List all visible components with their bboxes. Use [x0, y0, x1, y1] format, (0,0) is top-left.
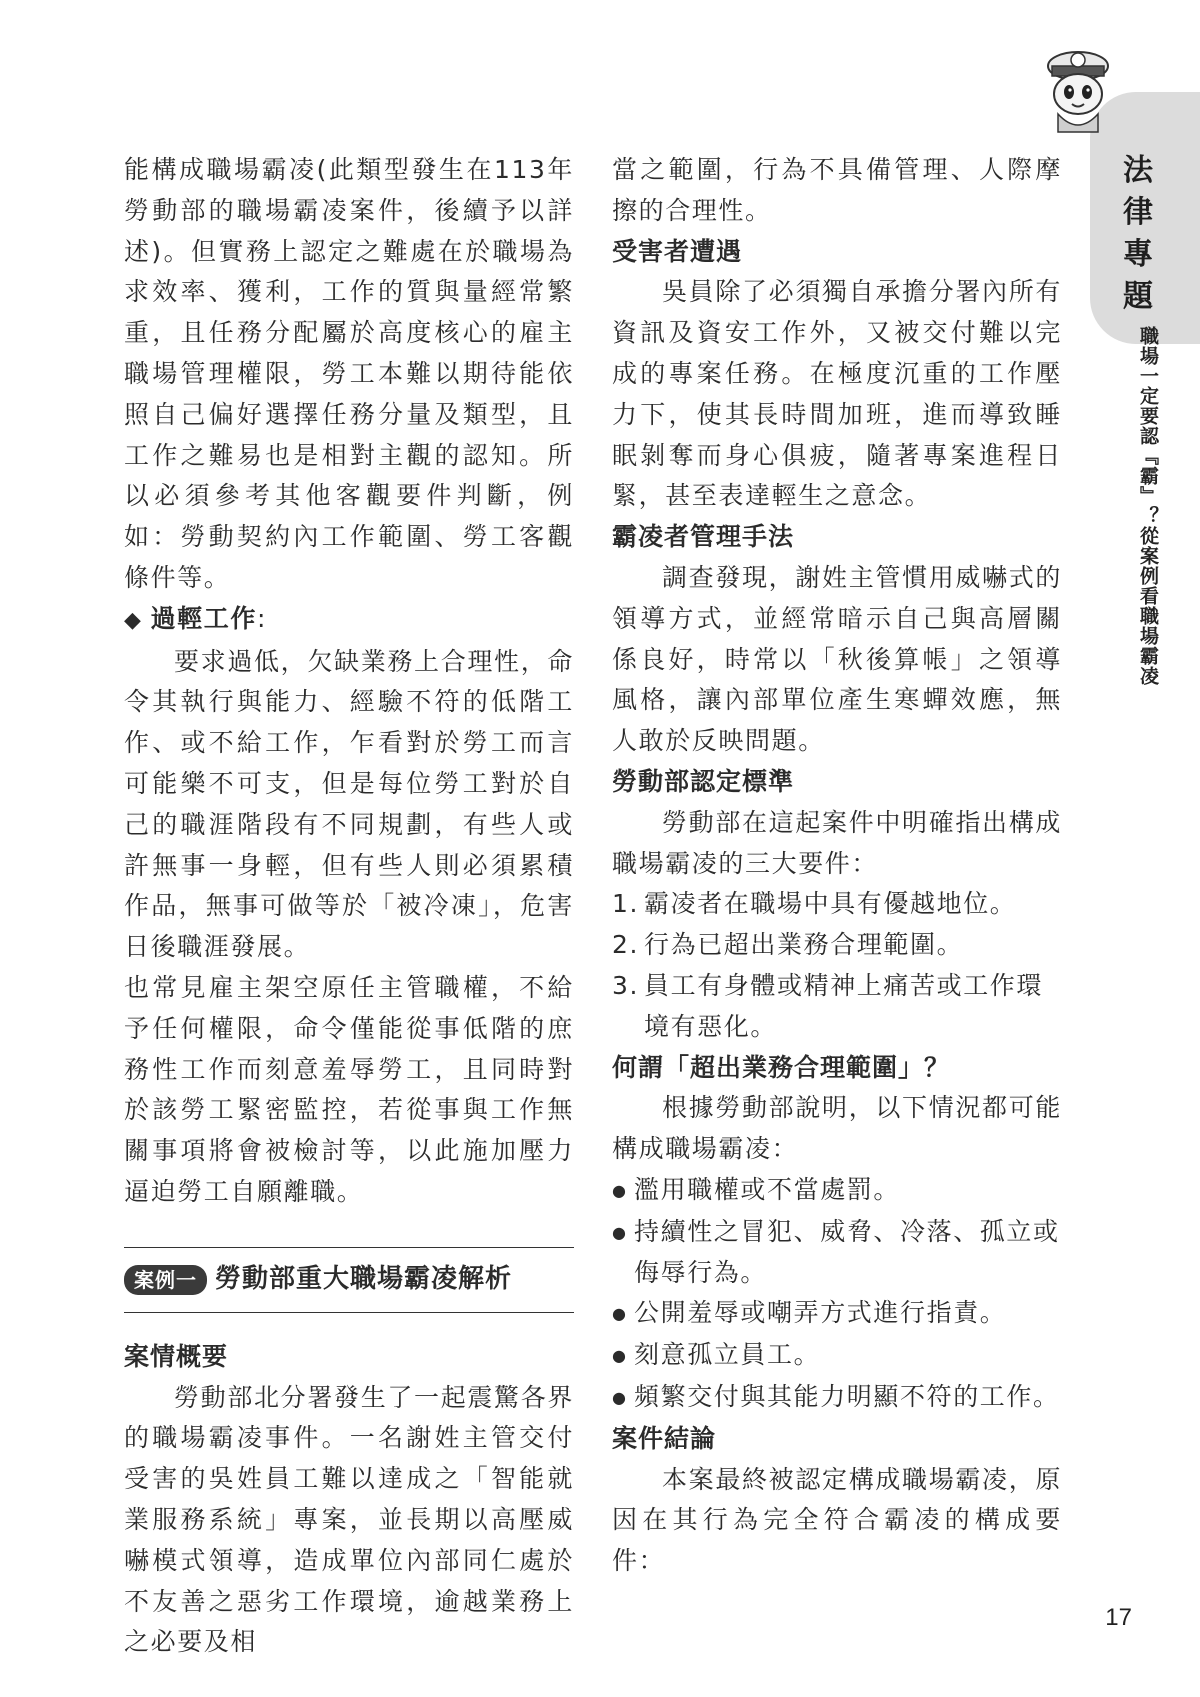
section-heading-text: 過輕工作 [150, 603, 257, 633]
scope-item-text: 濫用職權或不當處罰。 [634, 1174, 901, 1204]
victim-heading: 受害者遭遇 [612, 236, 743, 266]
item-number: 2. [612, 930, 640, 960]
bullet-icon: ● [612, 1304, 628, 1324]
item-text: 霸凌者在職場中具有優越地位。 [644, 889, 1017, 919]
section-heading-colon: : [256, 603, 267, 633]
police-mascot-icon [1040, 44, 1116, 136]
body-paragraph: 要求過低，欠缺業務上合理性，命令其執行與能力、經驗不符的低階工作、或不給工作，乍看對於勞工而言可能樂不可支，但是每位勞工對於自己的職涯階段有不同規劃，有些人或許無事一身輕，但有些人則必須累積作品，無事可做等於「被冷凍」，危害日後職涯發展。 [124, 646, 574, 962]
body-paragraph: 也常見雇主架空原任主管職權，不給予任何權限，命令僅能從事低階的庶務性工作而刻意羞辱勞工，且同時對於該勞工緊密監控，若從事與工作無關事項將會被檢討等，以此施加壓力逼迫勞工自願離職。 [124, 972, 574, 1206]
bully-heading: 霸凌者管理手法 [612, 522, 795, 552]
summary-heading: 案情概要 [124, 1341, 229, 1371]
standard-heading: 勞動部認定標準 [612, 766, 795, 796]
item-number: 3. [612, 970, 640, 1000]
scope-item-text: 持續性之冒犯、威脅、冷落、孤立或侮辱行為。 [634, 1216, 1060, 1287]
chapter-title [1118, 150, 1158, 318]
scope-item-text: 刻意孤立員工。 [634, 1340, 821, 1370]
chapter-title-char: 法 [1123, 153, 1153, 188]
scope-item [612, 1170, 1062, 1212]
scope-item [612, 1212, 1062, 1294]
summary-paragraph: 勞動部北分署發生了一起震驚各界的職場霸凌事件。一名謝姓主管交付受害的吳姓員工難以達成之「智能就業服務系統」專案，並長期以高壓威嚇模式領導，造成單位內部同仁處於不友善之惡劣工作環境，逾越業務上之必要及相 [124, 1382, 574, 1657]
bullet-icon: ● [612, 1222, 628, 1242]
right-column [612, 150, 1062, 1582]
intro-paragraph: 能構成職場霸凌(此類型發生在113年勞動部的職場霸凌案件，後續予以詳述)。但實務上認定之難處在於職場為求效率、獲利，工作的質與量經常繁重，且任務分配屬於高度核心的雇主職場管理權限，勞工本難以期待能依照自己偏好選擇任務分量及類型，且工作之難易也是相對主觀的認知。所以必須參考其他客觀要件判斷，例如：勞動契約內工作範圍、勞工客觀條件等。 [124, 155, 574, 592]
chapter-title-char: 題 [1123, 279, 1153, 314]
left-column [124, 150, 574, 1663]
item-text: 員工有身體或精神上痛苦或工作環境有惡化。 [644, 970, 1044, 1041]
scope-item [612, 1293, 1062, 1335]
bullet-icon: ● [612, 1387, 628, 1407]
standard-item [612, 884, 1062, 925]
continued-paragraph: 當之範圍，行為不具備管理、人際摩擦的合理性。 [612, 155, 1062, 225]
scope-item [612, 1377, 1062, 1419]
conclusion-heading: 案件結論 [612, 1423, 717, 1453]
case-header [124, 1247, 574, 1313]
scope-item-text: 頻繁交付與其能力明顯不符的工作。 [634, 1381, 1060, 1411]
bullet-icon: ● [612, 1346, 628, 1366]
conclusion-paragraph: 本案最終被認定構成職場霸凌，原因在其行為完全符合霸凌的構成要件： [612, 1464, 1062, 1576]
scope-heading: 何謂「超出業務合理範圍」？ [612, 1052, 951, 1082]
bully-paragraph: 調查發現，謝姓主管慣用威嚇式的領導方式，並經常暗示自己與高層關係良好，時常以「秋後算帳」之領導風格，讓內部單位產生寒蟬效應，無人敢於反映問題。 [612, 562, 1062, 756]
standard-item [612, 966, 1062, 1048]
scope-item [612, 1335, 1062, 1377]
item-text: 行為已超出業務合理範圍。 [644, 930, 964, 960]
standard-item [612, 925, 1062, 966]
standard-intro: 勞動部在這起案件中明確指出構成職場霸凌的三大要件： [612, 807, 1062, 878]
scope-intro: 根據勞動部說明，以下情況都可能構成職場霸凌： [612, 1093, 1062, 1164]
bullet-icon: ● [612, 1180, 628, 1200]
chapter-title-char: 專 [1123, 237, 1153, 272]
chapter-subtitle: 職場一定要認『霸』？從案例看職場霸凌 [1137, 326, 1159, 686]
scope-item-text: 公開羞辱或嘲弄方式進行指責。 [634, 1298, 1007, 1328]
victim-paragraph: 吳員除了必須獨自承擔分署內所有資訊及資安工作外，又被交付難以完成的專案任務。在極度沉重的工作壓力下，使其長時間加班，進而導致睡眠剝奪而身心俱疲，隨著專案進程日緊，甚至表達輕生之意念。 [612, 277, 1062, 511]
page-number: 17 [1105, 1604, 1132, 1631]
section-heading [124, 599, 574, 642]
case-badge: 案例一 [124, 1265, 207, 1295]
diamond-icon: ◆ [124, 607, 143, 633]
chapter-title-char: 律 [1123, 195, 1153, 230]
item-number: 1. [612, 889, 640, 919]
case-title: 勞動部重大職場霸凌解析 [215, 1264, 513, 1295]
